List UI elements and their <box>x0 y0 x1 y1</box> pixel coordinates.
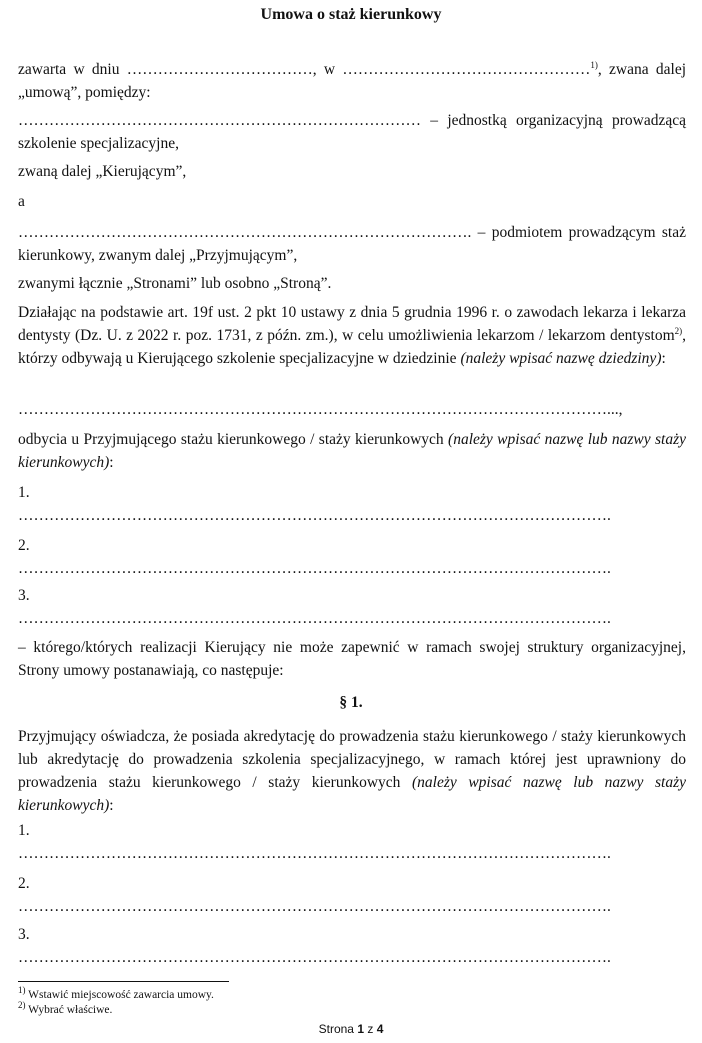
intro-paragraph <box>18 58 686 104</box>
footnote-2-mark: 2) <box>18 1000 26 1011</box>
basis-hint: (należy wpisać nazwę dziedziny) <box>460 350 662 367</box>
footnote-ref-2: 2) <box>674 325 683 336</box>
traineeship-text-a: odbycia u Przyjmującego stażu kierunkowego / staży kierunkowych <box>18 431 449 448</box>
parties-together: zwanymi łącznie „Stronami” lub osobno „Stroną”. <box>18 275 332 292</box>
page-footer <box>0 1022 702 1036</box>
list1-item-2-line: ……………………………………………………………………………………………………. <box>18 560 611 577</box>
section-1-heading: § 1. <box>339 694 363 711</box>
and-text: a <box>18 193 25 210</box>
list2-item-1-number: 1. <box>18 822 30 839</box>
traineeship-paragraph <box>18 428 686 474</box>
field-name-line: ……………………………………………………………………………………………………..., <box>18 401 623 418</box>
section-1-hint: (należy wpisać nazwę lub nazwy staży kierunkowych) <box>18 774 686 814</box>
basis-text-c: : <box>661 350 666 367</box>
footnote-1-text: Wstawić miejscowość zawarcia umowy. <box>25 989 214 1001</box>
basis-text-a: Działając na podstawie art. 19f ust. 2 pkt 10 ustawy z dnia 5 grudnia 1996 r. o zawodach lekarza i lekarza dentysty (Dz. U. z 2022 r. poz. 1731, z późn. zm.), w celu umożliwienia lekarzom / lekarzom dentystom <box>18 304 686 344</box>
footnote-1-mark: 1) <box>18 985 26 996</box>
basis-paragraph <box>18 301 686 370</box>
list2-item-3-line: ……………………………………………………………………………………………………. <box>18 949 611 966</box>
footer-total-pages: 4 <box>376 1022 384 1036</box>
list2-item-2-line: ……………………………………………………………………………………………………. <box>18 898 611 915</box>
list1-item-2-number: 2. <box>18 537 30 554</box>
footnote-ref-1: 1) <box>590 59 598 70</box>
party1-called: zwaną dalej „Kierującym”, <box>18 163 187 180</box>
footer-current-page: 1 <box>357 1022 365 1036</box>
section-1-paragraph <box>18 725 686 817</box>
list1-item-1-line: ……………………………………………………………………………………………………. <box>18 507 611 524</box>
document-title: Umowa o staż kierunkowy <box>260 6 442 23</box>
list1-item-3-line: ……………………………………………………………………………………………………. <box>18 610 611 627</box>
section-1-text-b: : <box>109 797 114 814</box>
list2-item-2-number: 2. <box>18 875 30 892</box>
section-1-text-a: Przyjmujący oświadcza, że posiada akredytację do prowadzenia stażu kierunkowego / staży kierunkowych lub akredytację do prowadzenia szkolenia specjalizacyjnego, w ramach której jest uprawniony do prowadzenia stażu kierunkowego / staży kierunkowych <box>18 728 686 791</box>
basis-text-b: , którzy odbywają u Kierującego szkolenie specjalizacyjne w dziedzinie <box>18 327 686 367</box>
party2-paragraph: ……………………………………………………………………………. – podmiotem prowadzącym staż kierunkowy, zwanym dalej „Przyjmującym”, <box>18 224 686 264</box>
intro-text-b: , zwana dalej „umową”, pomiędzy: <box>18 61 686 101</box>
traineeship-text-b: : <box>109 454 114 471</box>
list1-item-3-number: 3. <box>18 587 30 604</box>
list2-item-3-number: 3. <box>18 926 30 943</box>
list1-item-1-number: 1. <box>18 484 30 501</box>
traineeship-hint: (należy wpisać nazwę lub nazwy staży kierunkowych) <box>18 431 686 471</box>
list2-item-1-line: ……………………………………………………………………………………………………. <box>18 845 611 862</box>
party1-paragraph: …………………………………………………………………… – jednostką organizacyjną prowadzącą szkolenie specjalizacyjne, <box>18 112 686 152</box>
footer-prefix: Strona <box>318 1022 358 1036</box>
footnote-1 <box>18 985 214 1002</box>
footnote-2 <box>18 1000 113 1017</box>
footnote-2-text: Wybrać właściwe. <box>25 1004 113 1016</box>
intro-text-a: zawarta w dniu ………………………………, w ………………………………………… <box>18 61 591 78</box>
footnote-separator <box>18 981 229 982</box>
which-paragraph: – którego/których realizacji Kierujący nie może zapewnić w ramach swojej struktury organizacyjnej, Strony umowy postanawiają, co następuje: <box>18 639 686 679</box>
footer-middle: z <box>364 1022 377 1036</box>
